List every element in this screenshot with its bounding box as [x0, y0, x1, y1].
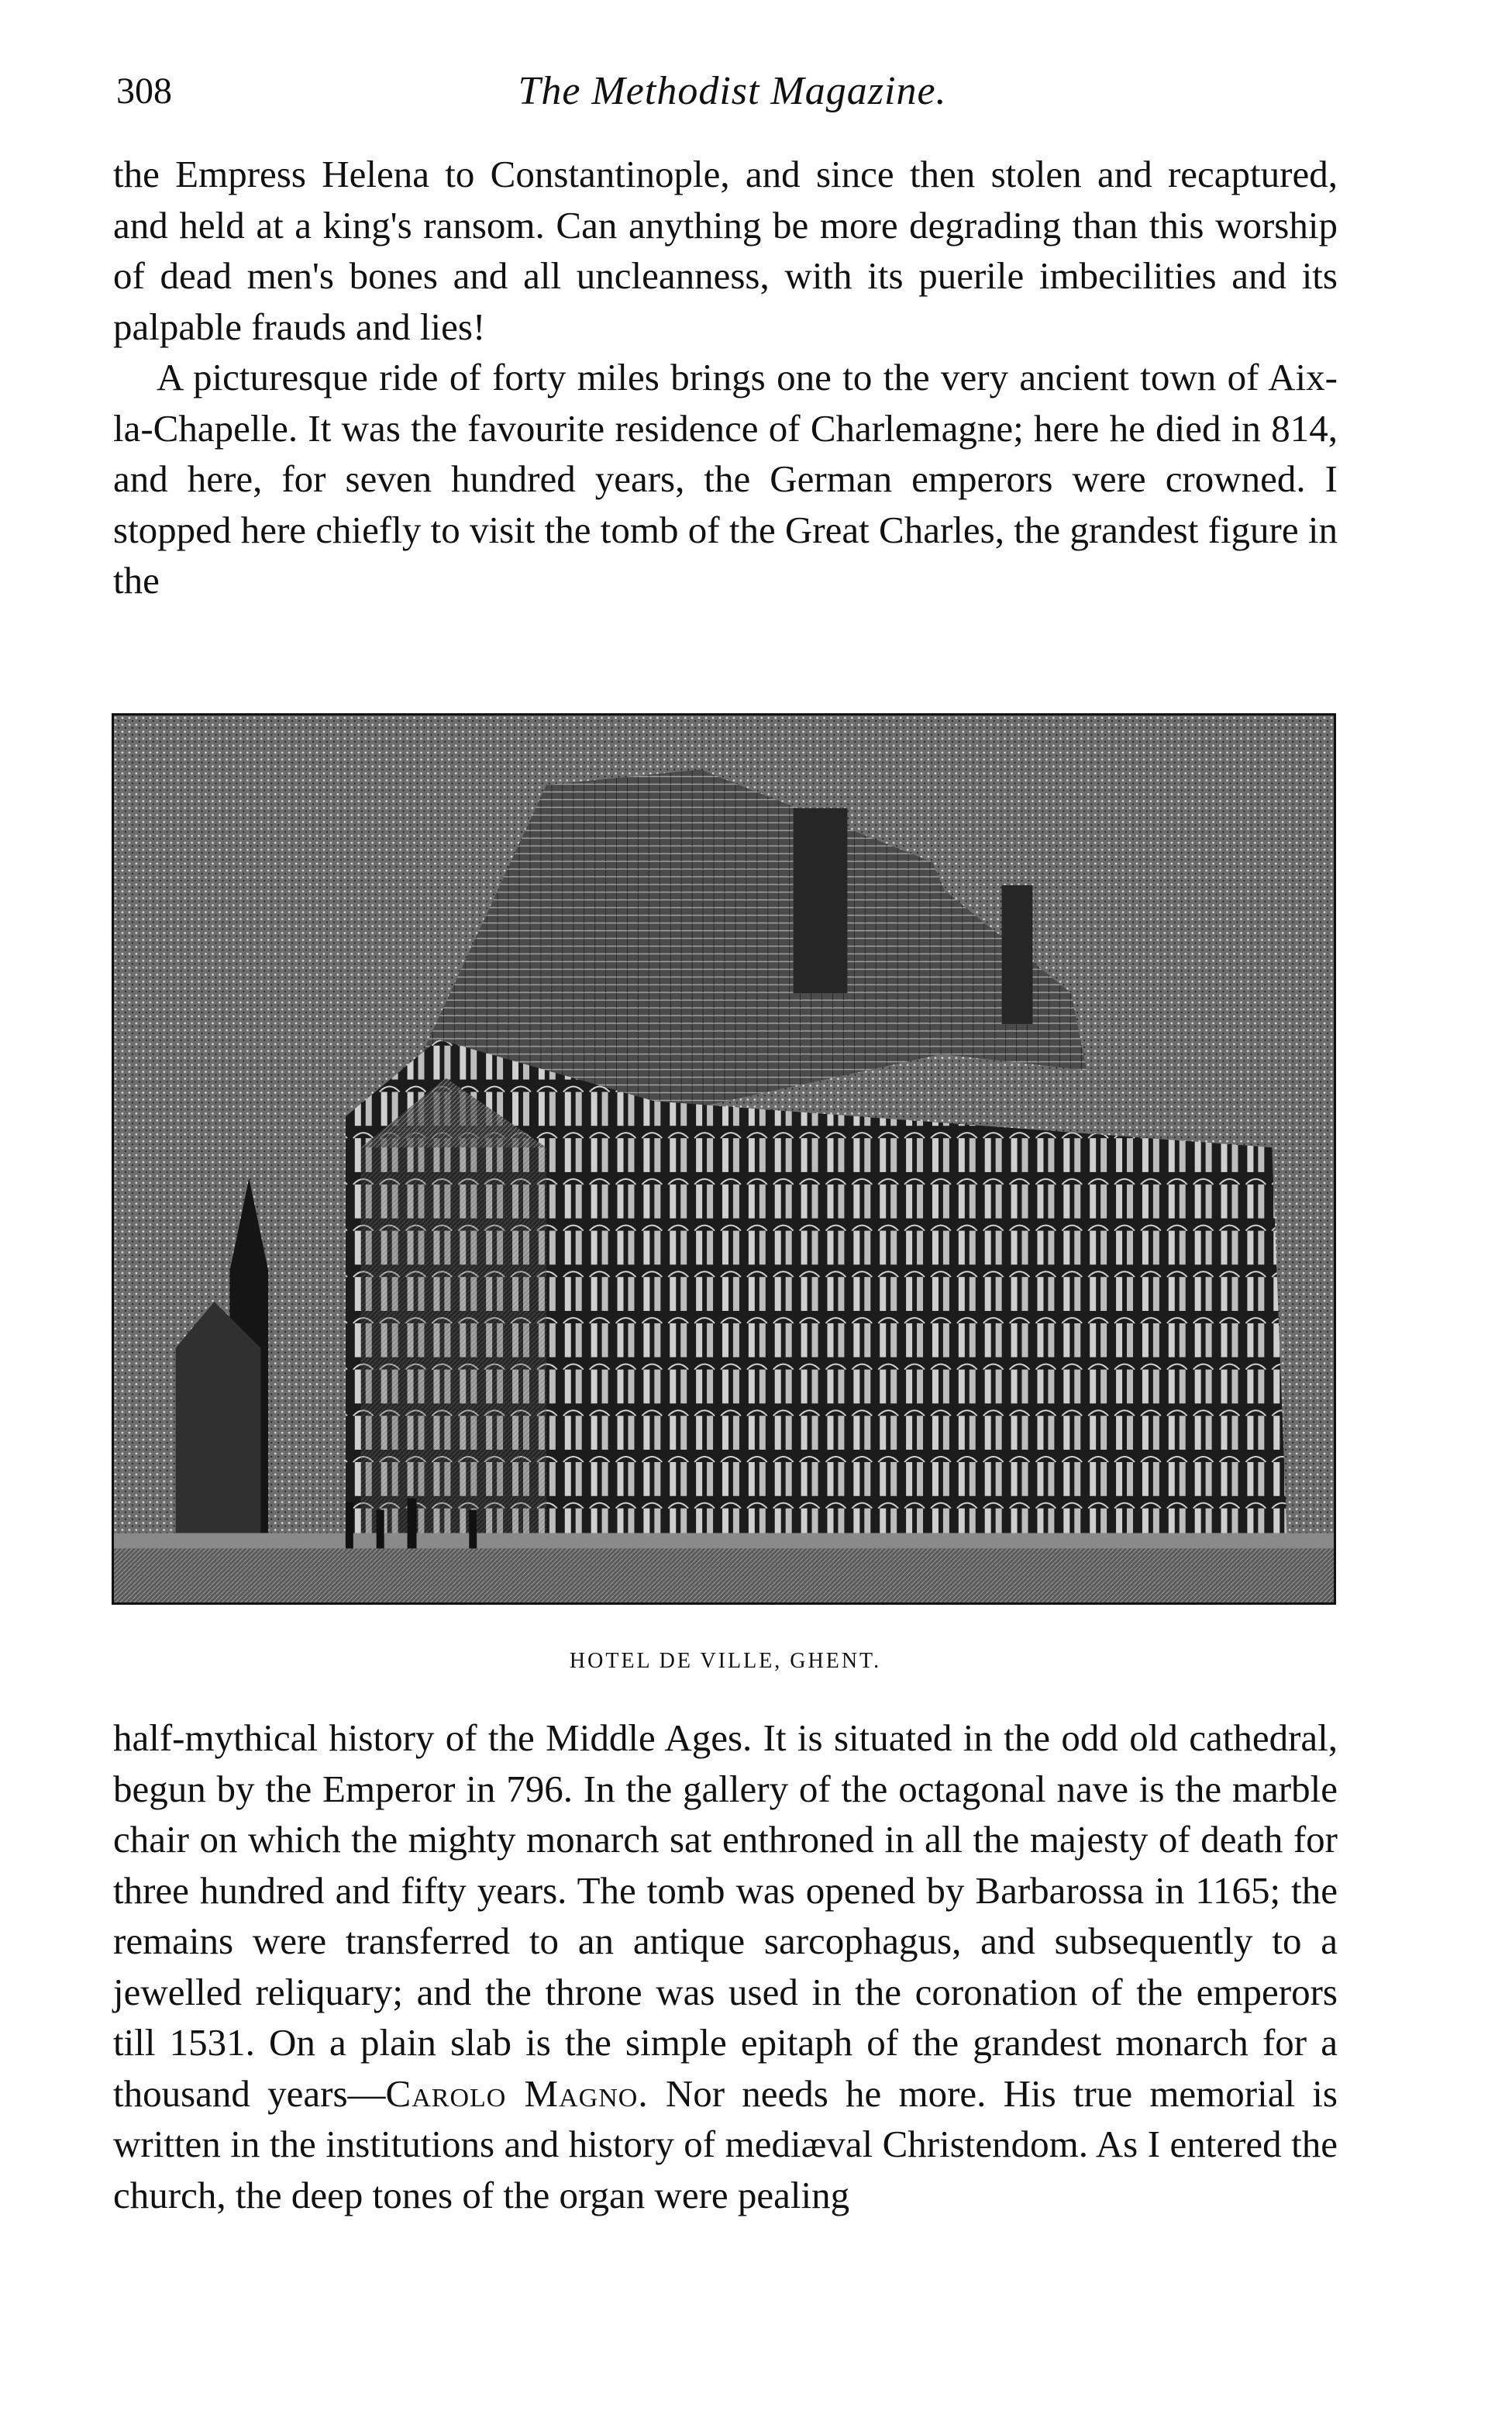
paragraph-continued: the Empress Helena to Constantinople, and since then stolen and recaptured, and held at a king's ransom. Can anything be more degrading than this worship of dead men's bones and all uncleanness, with its puerile imbecilities and its palpable frauds and lies!: [113, 153, 1338, 348]
text-after-epitaph: Nor needs he more. His true memorial is written in the institutions and history of mediæval Christendom. As I entered the church, the deep tones of the organ were pealing: [113, 2071, 1338, 2216]
engraving-illustration: [112, 713, 1336, 1605]
top-text-block: [113, 149, 1338, 606]
bottom-text-block: [113, 1713, 1338, 2220]
running-head: [116, 60, 1348, 122]
figure-caption: HOTEL DE VILLE, GHENT.: [569, 1649, 882, 1673]
hotel-de-ville-engraving: [114, 716, 1334, 1602]
text-before-epitaph: half-mythical history of the Middle Ages. It is situated in the odd old cathedral, begun by the Emperor in 796. In the gallery of the octagonal nave is the marble chair on which the mighty monarch sat enthroned in all the majesty of death for three hundred and fifty years. The tomb was opened by Barbarossa in 1165; the remains were transferred to an antique sarcophagus, and subsequently to a jewelled reliquary; and the throne was used in the coronation of the emperors till 1531. On a plain slab is the simple epitaph of the grandest monarch for a thousand years—: [113, 1716, 1338, 2115]
page-number: 308: [116, 71, 172, 112]
magazine-title: The Methodist Magazine.: [518, 69, 947, 113]
paragraph-charlemagne-tomb: [113, 1713, 1338, 2220]
paragraph-aix-la-chapelle: A picturesque ride of forty miles brings one to the very ancient town of Aix-la-Chapelle. It was the favourite residence of Charlemagne; here he died in 814, and here, for seven hundred years, the German emperors were crowned. I stopped here chiefly to visit the tomb of the Great Charles, the grandest figure in the: [113, 356, 1338, 602]
epitaph-carolo-magno: Carolo Magno.: [385, 2071, 649, 2115]
